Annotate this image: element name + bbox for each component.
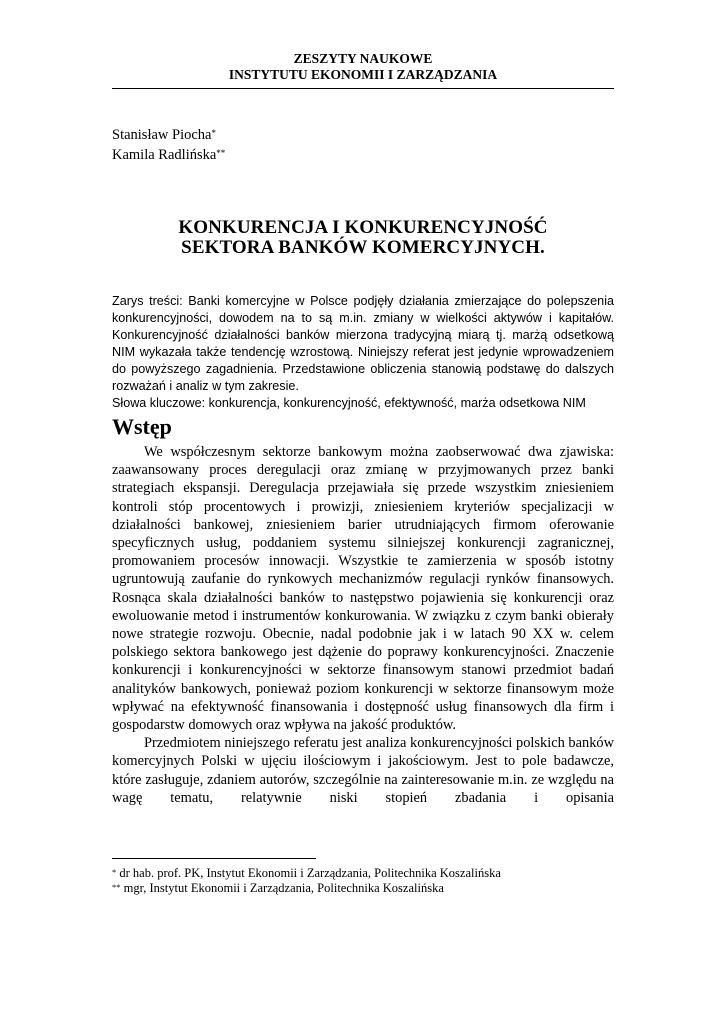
- footnote-2: [112, 881, 501, 896]
- author-2-name: Kamila Radlińska: [112, 147, 217, 163]
- footnote-2-mark: **: [112, 882, 121, 892]
- footnotes: [112, 866, 501, 896]
- author-1: [112, 125, 225, 145]
- paper-title: [112, 218, 614, 258]
- journal-header: [112, 51, 614, 83]
- section-body: [112, 443, 614, 807]
- footnote-2-text: mgr, Instytut Ekonomii i Zarządzania, Politechnika Koszalińska: [120, 881, 444, 895]
- header-divider: [112, 88, 614, 89]
- author-list: [112, 125, 225, 165]
- footnote-1: [112, 866, 501, 881]
- author-2-footnote-mark: **: [216, 148, 226, 158]
- author-2: [112, 145, 225, 165]
- paper-title-line1: KONKURENCJA I KONKURENCYJNOŚĆ: [178, 217, 548, 238]
- journal-name-line1: ZESZYTY NAUKOWE: [293, 51, 433, 66]
- footnote-1-mark: *: [112, 867, 117, 877]
- author-1-name: Stanisław Piocha: [112, 127, 212, 143]
- footnote-1-text: dr hab. prof. PK, Instytut Ekonomii i Zarządzania, Politechnika Koszalińska: [116, 866, 501, 880]
- journal-name-line2: INSTYTUTU EKONOMII I ZARZĄDZANIA: [228, 67, 498, 82]
- section-heading: Wstęp: [112, 414, 172, 439]
- footnote-divider: [112, 858, 316, 859]
- abstract: [112, 293, 614, 412]
- body-paragraph-1: We współczesnym sektorze bankowym można zaobserwować dwa zjawiska: zaawansowany proces deregulacji oraz zmianę w przyjmowanych przez banki strategiach ekspansji. Deregulacja przejawiała się przede wszystkim zniesieniem kontroli stóp procentowych i prowizji, zniesieniem kryteriów specjalizacji w działalności bankowej, zniesieniem barier utrudniających firmom oferowanie specyficznych usług, poddaniem systemu silniejszej konkurencji zagranicznej, promowaniem procesów innowacji. Wszystkie te zamierzenia w sposób istotny ugruntowują zaufanie do rynkowych mechanizmów regulacji rynków finansowych. Rosnąca skala działalności banków to następstwo pojawienia się konkurencji oraz ewoluowanie metod i instrumentów konkurowania. W związku z czym banki obierały nowe strategie rozwoju. Obecnie, nadal podobnie jak i w latach 90 XX w. celem polskiego sektora bankowego jest dążenie do poprawy konkurencyjności. Znaczenie konkurencji i konkurencyjności w sektorze finansowym stanowi przedmiot badań analityków bankowych, ponieważ poziom konkurencji w sektorze finansowym może wpływać na efektywność finansowania i dostępność usług finansowych dla firm i gospodarstw domowych oraz wpływa na jakość produktów.: [112, 444, 614, 734]
- abstract-keywords: Słowa kluczowe: konkurencja, konkurencyjność, efektywność, marża odsetkowa NIM: [112, 396, 586, 410]
- abstract-summary: Zarys treści: Banki komercyjne w Polsce podjęły działania zmierzające do polepszenia konkurencyjności, dowodem na to są m.in. zmiany w wielkości aktywów i kapitałów. Konkurencyjność działalności banków mierzona tradycyjną miarą tj. marżą odsetkową NIM wykazała także tendencję wzrostową. Niniejszy referat jest jedynie wprowadzeniem do powyższego zagadnienia. Przedstawione obliczenia stanowią podstawę do dalszych rozważań i analiz w tym zakresie.: [112, 294, 614, 393]
- author-1-footnote-mark: *: [211, 128, 216, 138]
- paper-title-line2: SEKTORA BANKÓW KOMERCYJNYCH.: [181, 237, 545, 258]
- body-paragraph-2: Przedmiotem niniejszego referatu jest analiza konkurencyjności polskich banków komercyjnych Polski w ujęciu ilościowym i jakościowym. Jest to pole badawcze, które zasługuje, zdaniem autorów, szczególnie na zainteresowanie m.in. ze względu na wagę tematu, relatywnie niski stopień zbadania i opisania: [112, 735, 614, 806]
